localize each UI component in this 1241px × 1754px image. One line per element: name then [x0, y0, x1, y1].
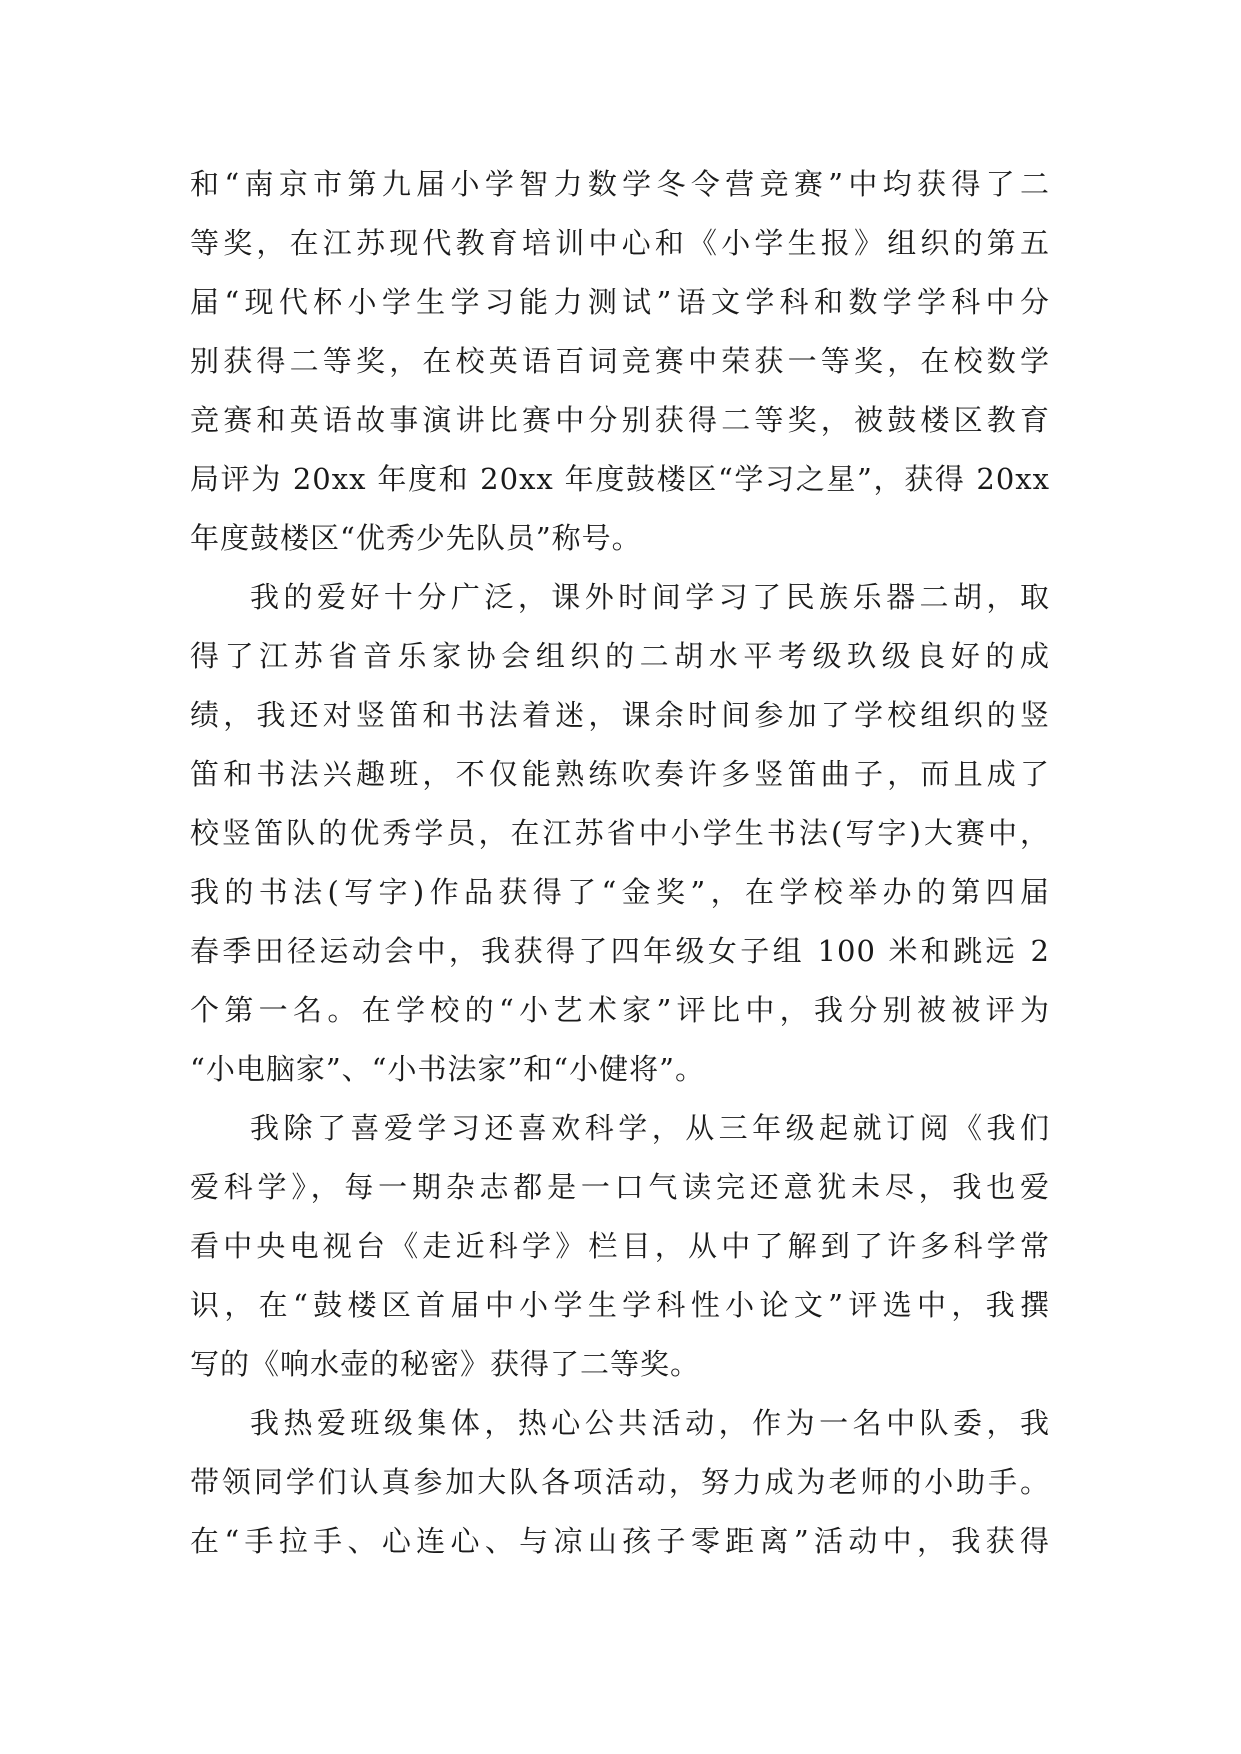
paragraph-class-activities	[190, 1394, 1050, 1571]
text-line: 届“现代杯小学生学习能力测试”语文学科和数学学科中分	[190, 285, 1050, 319]
text-line: 得了江苏省音乐家协会组织的二胡水平考级玖级良好的成	[190, 639, 1050, 673]
text-line: 看中央电视台《走近科学》栏目，从中了解到了许多科学常	[190, 1229, 1050, 1263]
paragraph-hobbies	[190, 568, 1050, 1099]
text-line: 校竖笛队的优秀学员，在江苏省中小学生书法(写字)大赛中，	[190, 816, 1050, 850]
text-line: 在“手拉手、心连心、与凉山孩子零距离”活动中，我获得	[190, 1524, 1050, 1558]
document-body	[190, 155, 1050, 1571]
text-line: 笛和书法兴趣班，不仅能熟练吹奏许多竖笛曲子，而且成了	[190, 757, 1050, 791]
text-line: 带领同学们认真参加大队各项活动，努力成为老师的小助手。	[190, 1465, 1050, 1499]
text-line: 我的爱好十分广泛，课外时间学习了民族乐器二胡，取	[250, 580, 1050, 614]
text-line: 写的《响水壶的秘密》获得了二等奖。	[190, 1347, 701, 1381]
text-line: 局评为 20xx 年度和 20xx 年度鼓楼区“学习之星”，获得 20xx	[190, 462, 1050, 496]
text-line: 识，在“鼓楼区首届中小学生学科性小论文”评选中，我撰	[190, 1288, 1050, 1322]
text-line: 爱科学》，每一期杂志都是一口气读完还意犹未尽，我也爱	[190, 1170, 1050, 1204]
text-line: 等奖，在江苏现代教育培训中心和《小学生报》组织的第五	[190, 226, 1050, 260]
text-line: 我热爱班级集体，热心公共活动，作为一名中队委，我	[250, 1406, 1050, 1440]
text-line: 和“南京市第九届小学智力数学冬令营竞赛”中均获得了二	[190, 167, 1050, 201]
text-line: 别获得二等奖，在校英语百词竞赛中荣获一等奖，在校数学	[190, 344, 1050, 378]
text-line: 我的书法(写字)作品获得了“金奖”，在学校举办的第四届	[190, 875, 1050, 909]
paragraph-awards	[190, 155, 1050, 568]
paragraph-science	[190, 1099, 1050, 1394]
text-line: 年度鼓楼区“优秀少先队员”称号。	[190, 521, 642, 555]
text-line: “小电脑家”、“小书法家”和“小健将”。	[190, 1052, 705, 1086]
text-line: 竞赛和英语故事演讲比赛中分别获得二等奖，被鼓楼区教育	[190, 403, 1050, 437]
text-line: 个第一名。在学校的“小艺术家”评比中，我分别被被评为	[190, 993, 1050, 1027]
text-line: 春季田径运动会中，我获得了四年级女子组 100 米和跳远 2	[190, 934, 1050, 968]
text-line: 我除了喜爱学习还喜欢科学，从三年级起就订阅《我们	[250, 1111, 1050, 1145]
text-line: 绩，我还对竖笛和书法着迷，课余时间参加了学校组织的竖	[190, 698, 1050, 732]
